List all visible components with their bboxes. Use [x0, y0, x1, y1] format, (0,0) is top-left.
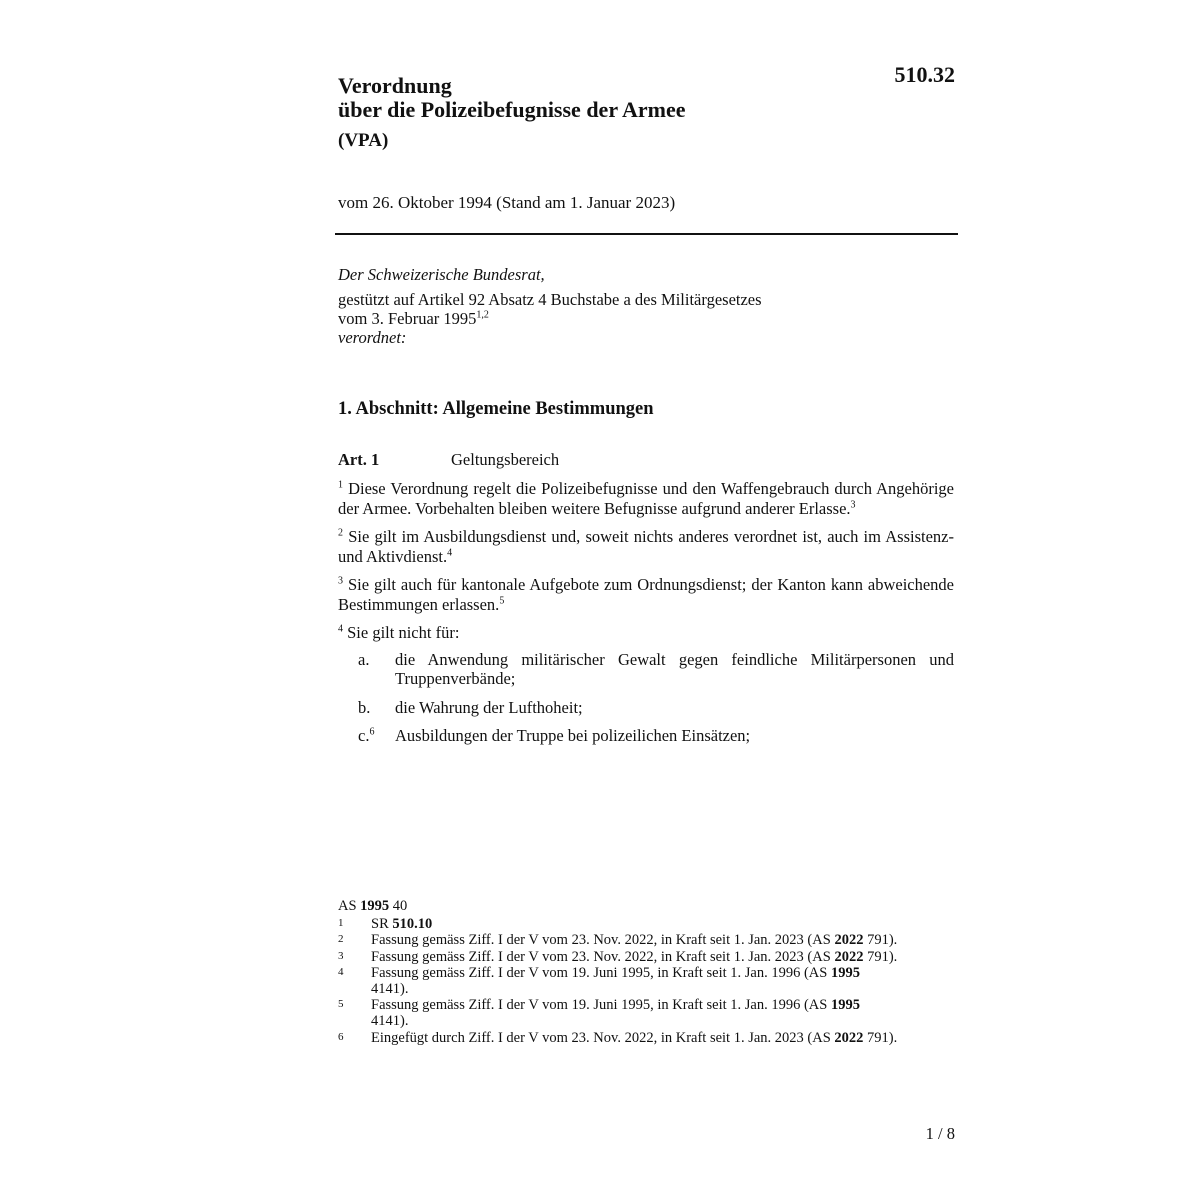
- footnote-ref[interactable]: 4: [447, 547, 453, 558]
- footnote: [338, 997, 898, 1029]
- preamble-authority: Der Schweizerische Bundesrat,: [338, 265, 545, 284]
- section-heading: 1. Abschnitt: Allgemeine Bestimmungen: [338, 399, 654, 419]
- footnote-text-pre: Fassung gemäss Ziff. I der V vom 23. Nov. 2022, in Kraft seit 1. Jan. 2023 (AS: [371, 948, 835, 965]
- exception-list: [338, 650, 954, 746]
- footnote-number: 2: [338, 933, 344, 946]
- footnote-text-post: 4141).: [371, 1013, 409, 1030]
- footnote-text: [371, 949, 898, 965]
- paragraph-text: Diese Verordnung regelt die Polizeibefugnisse und den Waffengebrauch durch Angehörige der Armee. Vorbehalten bleiben weitere Befugnisse aufgrund anderer Erlasse.: [338, 479, 954, 518]
- title-line-1: Verordnung: [338, 73, 452, 98]
- preamble-decree: verordnet:: [338, 328, 407, 347]
- footnote-text-pre: Fassung gemäss Ziff. I der V vom 23. Nov. 2022, in Kraft seit 1. Jan. 2023 (AS: [371, 932, 835, 949]
- footnote: [338, 965, 898, 997]
- paragraph: [338, 527, 954, 566]
- footnote-ref[interactable]: 5: [499, 595, 505, 606]
- paragraph-number: 2: [338, 527, 343, 539]
- paragraph-text: Sie gilt im Ausbildungsdienst und, soweit nichts anderes verordnet ist, auch im Assistenz- und Aktivdienst.: [338, 527, 954, 566]
- footnote-text-post: 791).: [863, 932, 898, 949]
- as-year: 1995: [360, 898, 390, 914]
- footnote-text-bold: 1995: [830, 964, 860, 981]
- document-date: vom 26. Oktober 1994 (Stand am 1. Januar 2023): [338, 193, 676, 212]
- document-abbreviation: (VPA): [338, 130, 389, 151]
- as-reference: [338, 898, 898, 914]
- footnote-text: [371, 1030, 898, 1046]
- footnote-text-post: 791).: [863, 1029, 898, 1046]
- paragraph: [338, 575, 954, 614]
- sr-number: 510.32: [894, 62, 955, 87]
- footnote: [338, 949, 898, 965]
- page-number: 1 / 8: [925, 1124, 955, 1143]
- paragraph-number: 1: [338, 479, 343, 491]
- list-label: a.: [358, 649, 370, 669]
- footnote-text-bold: 510.10: [392, 916, 433, 933]
- basis-date: vom 3. Februar 1995: [338, 309, 477, 328]
- list-item: [338, 698, 954, 718]
- footnote-text: [371, 932, 898, 948]
- header-divider: [335, 233, 958, 235]
- footnote-text-pre: Eingefügt durch Ziff. I der V vom 23. Nov. 2022, in Kraft seit 1. Jan. 2023 (AS: [371, 1029, 835, 1046]
- footnote-text-post: 4141).: [371, 981, 409, 998]
- article-number: Art. 1: [338, 450, 380, 469]
- footnote: [338, 916, 898, 932]
- paragraph-number: 4: [338, 623, 343, 635]
- list-text: die Wahrung der Lufthoheit;: [395, 697, 583, 717]
- preamble: [338, 265, 958, 347]
- article-body: [338, 479, 954, 755]
- footnote-text-pre: Fassung gemäss Ziff. I der V vom 19. Juni 1995, in Kraft seit 1. Jan. 1996 (AS: [371, 997, 831, 1014]
- list-text: Ausbildungen der Truppe bei polizeilichen Einsätzen;: [395, 726, 751, 745]
- paragraph-text: Sie gilt nicht für:: [347, 623, 460, 642]
- footnote-ref[interactable]: 1,2: [476, 309, 489, 321]
- title-line-2: über die Polizeibefugnisse der Armee: [338, 97, 686, 122]
- footnote-text-pre: SR: [371, 916, 393, 933]
- footnote-text-bold: 2022: [834, 948, 864, 965]
- list-item: [338, 726, 954, 746]
- footnote-number: 5: [338, 998, 344, 1011]
- footnote-number: 3: [338, 949, 344, 962]
- footnote-text-bold: 2022: [834, 932, 864, 949]
- as-prefix: AS: [338, 898, 357, 914]
- footnote: [338, 1030, 898, 1046]
- list-item: [338, 650, 954, 689]
- article-title: Geltungsbereich: [451, 450, 560, 469]
- footnote-text-bold: 1995: [830, 997, 860, 1014]
- document-title: [338, 74, 685, 122]
- footnote: [338, 932, 898, 948]
- list-label-letter: c.: [358, 726, 370, 745]
- list-label: [338, 726, 395, 746]
- footnote-text-bold: 2022: [834, 1029, 864, 1046]
- footnotes: [338, 898, 898, 1046]
- footnote-text-pre: Fassung gemäss Ziff. I der V vom 19. Juni 1995, in Kraft seit 1. Jan. 1996 (AS: [371, 964, 831, 981]
- article-heading: [338, 450, 559, 470]
- footnote-ref[interactable]: 3: [850, 499, 856, 510]
- list-label: b.: [358, 697, 371, 717]
- paragraph-number: 3: [338, 575, 343, 587]
- footnote-number: 6: [338, 1030, 344, 1043]
- paragraph: [338, 479, 954, 518]
- footnote-number: 1: [338, 917, 344, 930]
- footnote-number: 4: [338, 965, 344, 978]
- paragraph: [338, 623, 954, 643]
- footnote-text: [371, 916, 898, 932]
- paragraph-text: Sie gilt auch für kantonale Aufgebote zum Ordnungsdienst; der Kanton kann abweichende Bestimmungen erlassen.: [338, 575, 954, 614]
- preamble-basis-line-2: [338, 309, 958, 328]
- footnote-ref[interactable]: 6: [369, 726, 375, 738]
- footnote-text: [371, 965, 898, 997]
- preamble-basis-line-1: gestützt auf Artikel 92 Absatz 4 Buchstabe a des Militärgesetzes: [338, 290, 762, 309]
- footnote-text-post: 791).: [863, 948, 898, 965]
- as-page: 40: [392, 898, 408, 914]
- list-text: die Anwendung militärischer Gewalt gegen feindliche Militärpersonen und Truppenverbände;: [395, 649, 954, 688]
- footnote-text: [371, 997, 898, 1029]
